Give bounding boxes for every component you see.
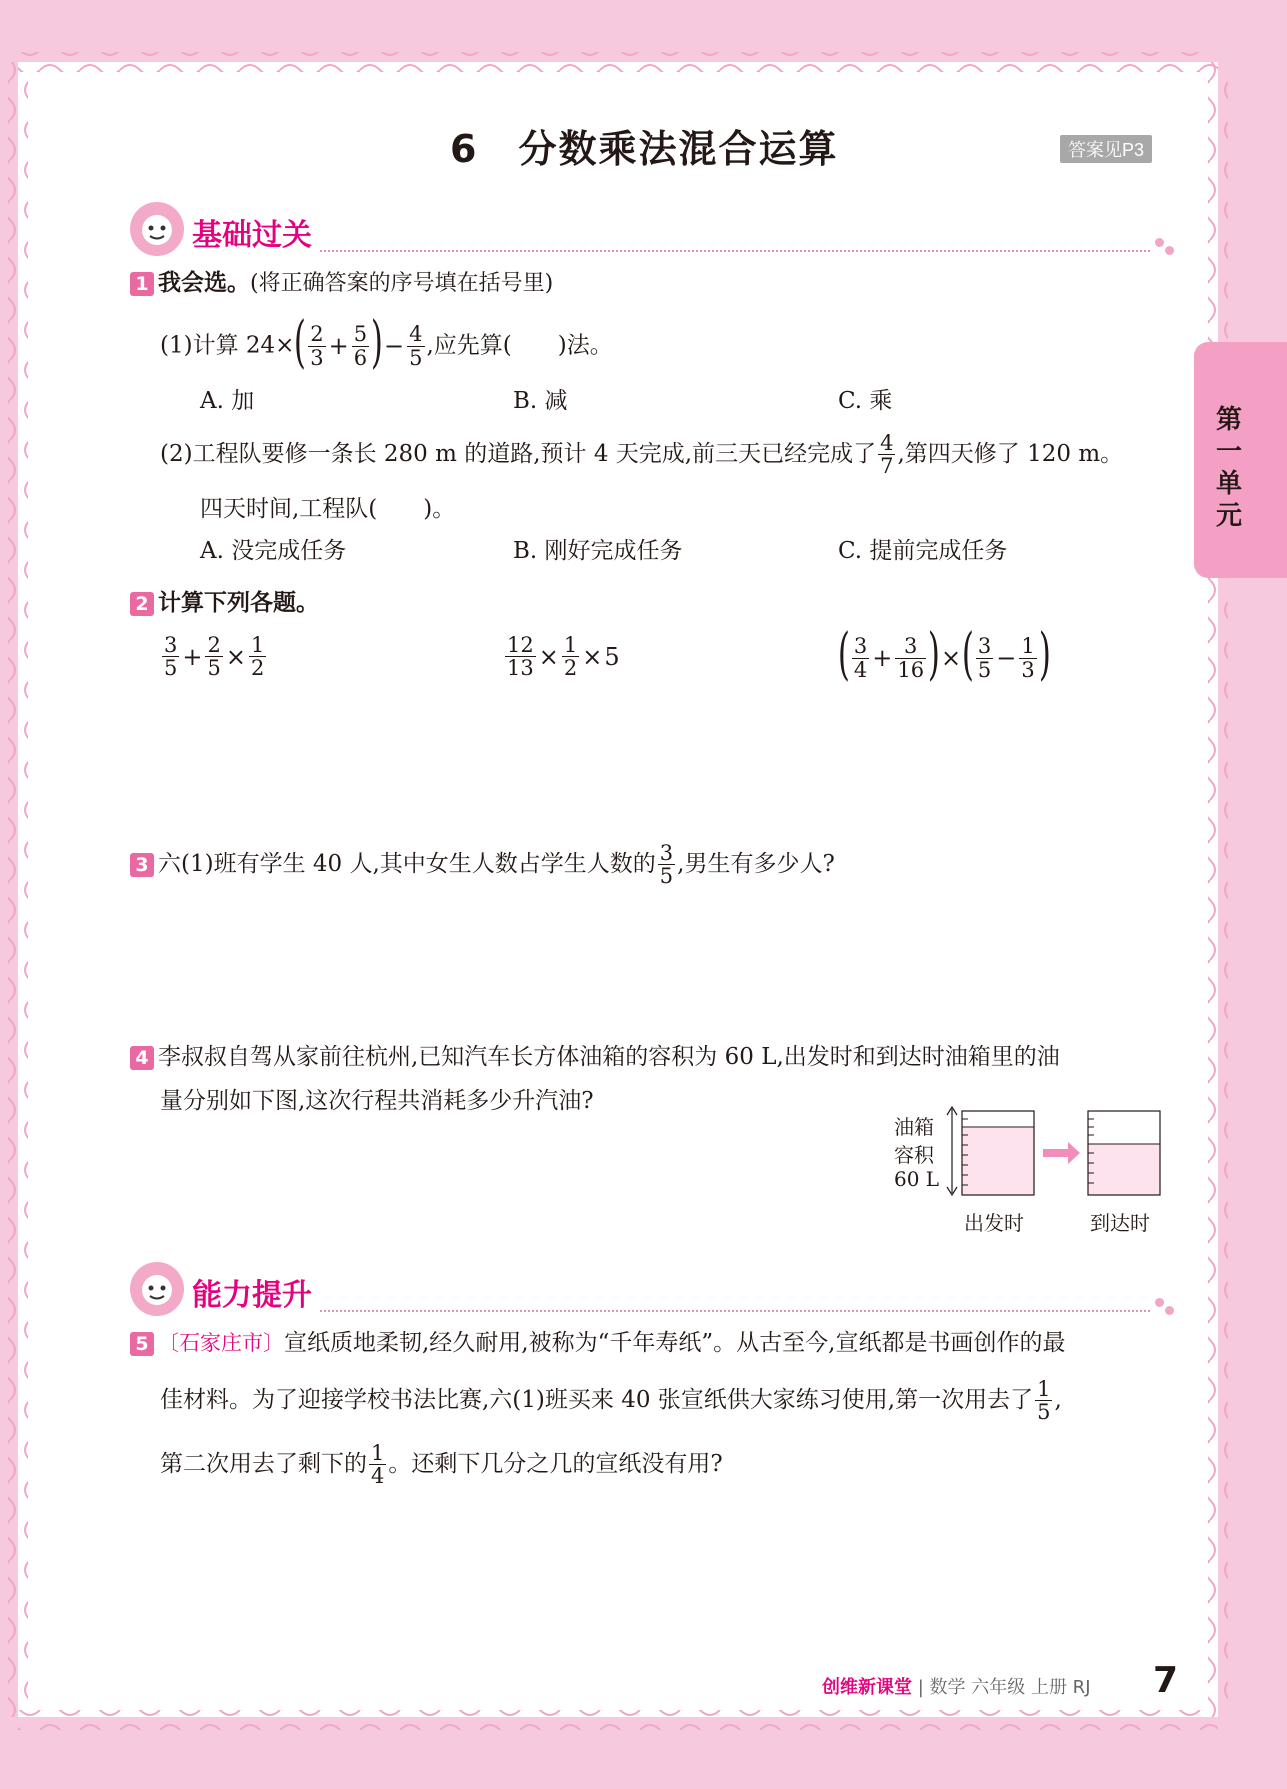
option-a: A. 加 — [200, 388, 255, 414]
question-number: 3 — [130, 853, 154, 877]
expression-3: ( $\frac{3}{4}$ + $\frac{3}{16}$ )×( $\frac{3}{5}$ − $\frac{1}{3}$ ) — [837, 622, 1051, 687]
question-5-line-3: 第二次用去了剩下的 $\frac{1}{4}$ 。还剩下几分之几的宣纸没有用? — [160, 1441, 723, 1489]
depart-tank — [962, 1111, 1034, 1195]
source-tag: 〔石家庄市〕 — [158, 1331, 284, 1355]
arrive-label: 到达时 — [1090, 1211, 1150, 1235]
fuel-tank-diagram — [880, 1105, 1170, 1235]
capacity-label-1: 油箱 — [894, 1115, 934, 1139]
section-header-advanced — [130, 1262, 430, 1322]
question-1-heading — [130, 272, 553, 296]
question-5-line-1: 5 〔石家庄市〕宣纸质地柔韧,经久耐用,被称为“千年寿纸”。从古至今,宣纸都是书画创作的最 — [130, 1332, 1065, 1356]
depart-label: 出发时 — [964, 1211, 1024, 1235]
option-b: B. 刚好完成任务 — [513, 538, 683, 564]
answer-reference: 答案见P3 — [1060, 135, 1152, 163]
question-2-heading: 2 计算下列各题。 — [130, 592, 319, 616]
question-number: 4 — [130, 1046, 154, 1070]
section-divider — [320, 250, 1150, 252]
page-title: 6 分数乘法混合运算 — [450, 127, 839, 171]
expression-2: $\frac{12}{13}$ × $\frac{1}{2}$ ×5 — [507, 633, 620, 681]
fraction: $\frac{4}{7}$ — [880, 431, 894, 479]
right-arrow-icon — [1043, 1142, 1080, 1164]
question-1-instruction: (将正确答案的序号填在括号里) — [250, 271, 554, 296]
fraction: $\frac{4}{5}$ — [409, 322, 423, 370]
question-1-part-2-cont: 四天时间,工程队( )。 — [200, 496, 456, 522]
fraction: $\frac{5}{6}$ — [353, 322, 368, 370]
footer-brand: 创维新课堂 — [822, 1677, 912, 1698]
question-3: 3 六(1)班有学生 40 人,其中女生人数占学生人数的 $\frac{3}{5}$ ,男生有多少人? — [130, 842, 835, 887]
option-c: C. 乘 — [838, 388, 893, 414]
mascot-icon — [130, 202, 184, 256]
question-number: 5 — [130, 1332, 154, 1356]
question-1-part-1: (1)计算 24×( $\frac{2}{3}$ + $\frac{5}{6}$ )− $\frac{4}{5}$ ,应先算( )法。 — [160, 310, 613, 375]
question-4-line-1: 4 李叔叔自驾从家前往杭州,已知汽车长方体油箱的容积为 60 L,出发时和到达时油箱里的油 — [130, 1046, 1060, 1070]
fraction: $\frac{2}{3}$ — [310, 322, 324, 370]
unit-side-tab-label: 第一单元 — [1215, 405, 1242, 531]
question-number: 2 — [130, 592, 154, 616]
option-a: A. 没完成任务 — [200, 538, 347, 564]
page-number: 7 — [1153, 1660, 1179, 1701]
question-5-line-2: 佳材料。为了迎接学校书法比赛,六(1)班买来 40 张宣纸供大家练习使用,第一次用去了 $\frac{1}{5}$ , — [160, 1377, 1062, 1425]
section-header-basic — [130, 202, 430, 262]
divider-dot — [1165, 1306, 1174, 1315]
arrive-tank — [1088, 1111, 1160, 1195]
option-c: C. 提前完成任务 — [838, 538, 1008, 564]
question-4-line-2: 量分别如下图,这次行程共消耗多少升汽油? — [160, 1088, 594, 1114]
question-number: 1 — [130, 272, 154, 296]
footer-info: | 数学 六年级 上册 RJ — [917, 1677, 1091, 1698]
question-1-title: 我会选。 — [158, 270, 250, 296]
section-divider — [320, 1310, 1150, 1312]
divider-dot — [1155, 238, 1164, 247]
capacity-label-2: 容积 — [894, 1143, 934, 1167]
unit-side-tab — [1194, 342, 1287, 578]
question-1-part-2: (2)工程队要修一条长 280 m 的道路,预计 4 天完成,前三天已经完成了 $\frac{4}{7}$ ,第四天修了 120 m。 — [160, 431, 1124, 479]
section-title-basic: 基础过关 — [192, 218, 312, 253]
divider-dot — [1155, 1298, 1164, 1307]
footer — [822, 1673, 1091, 1699]
option-b: B. 减 — [513, 388, 568, 414]
expression-1: $\frac{3}{5}$ + $\frac{2}{5}$ × $\frac{1}{2}$ — [164, 633, 265, 681]
capacity-label-3: 60 L — [894, 1167, 940, 1191]
mascot-icon — [130, 1262, 184, 1316]
section-title-advanced: 能力提升 — [192, 1278, 312, 1313]
divider-dot — [1165, 246, 1174, 255]
